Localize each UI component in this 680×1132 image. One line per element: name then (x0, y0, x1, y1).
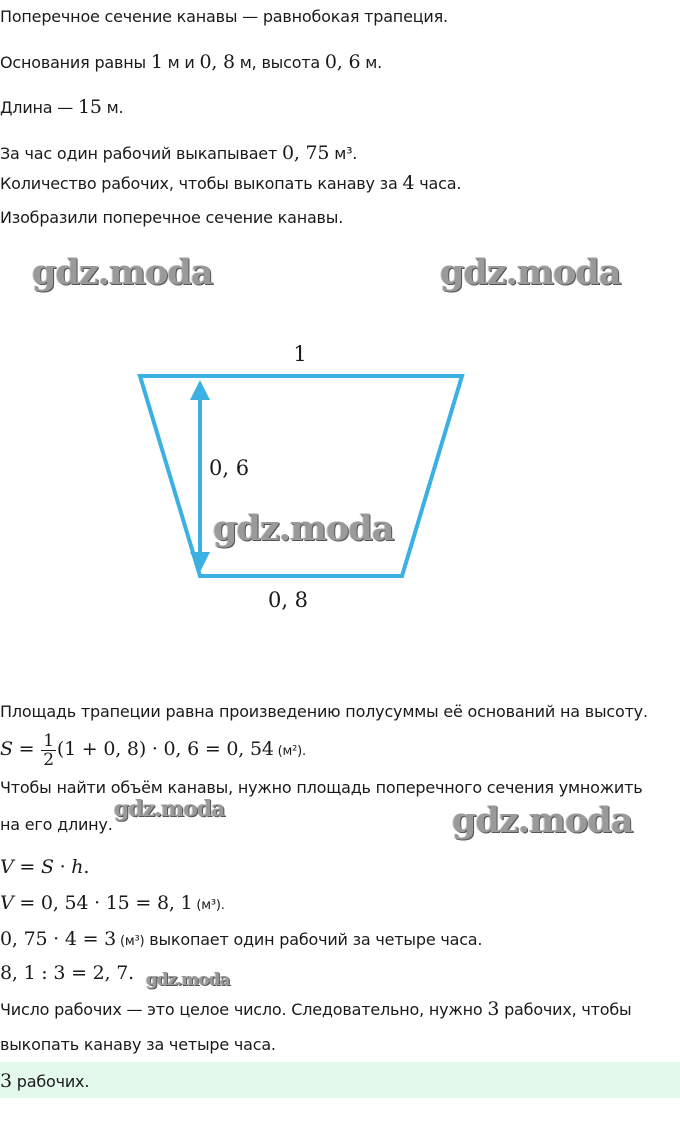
bottom-base-label: 0, 8 (267, 588, 309, 612)
problem-line-2: Основания равны 1 м и 0, 8 м, высота 0, 6 м. (0, 51, 383, 73)
answer-box (0, 1062, 680, 1098)
conclusion-line-2: выкопать канаву за четыре часа. (0, 1035, 276, 1054)
watermark-logo: gdz.moda (32, 252, 213, 293)
trapezoid-diagram (0, 330, 680, 620)
problem-line-4: За час один рабочий выкапывает 0, 75 м³. (0, 142, 358, 164)
conclusion-line-1: Число рабочих — это целое число. Следовательно, нужно 3 рабочих, чтобы (0, 998, 632, 1020)
fraction-one-half: $\frac{1}{2}$ (43, 731, 54, 770)
watermark-logo: gdz.moda (452, 800, 633, 841)
volume-formula: V = S · h. (0, 856, 90, 878)
volume-calc: V = 0, 54 · 15 = 8, 1 (м³). (0, 892, 225, 914)
division-calc: 8, 1 : 3 = 2, 7. (0, 962, 134, 984)
watermark-logo: gdz.moda (213, 508, 394, 549)
problem-line-5: Количество рабочих, чтобы выкопать канаву за 4 часа. (0, 172, 462, 194)
problem-line-6: Изобразили поперечное сечение канавы. (0, 208, 344, 227)
watermark-logo: gdz.moda (440, 252, 621, 293)
worker-calc: 0, 75 · 4 = 3 (м³) выкопает один рабочий за четыре часа. (0, 928, 483, 950)
volume-rule-line-2: на его длину. (0, 815, 113, 834)
top-base-label: 1 (293, 342, 307, 366)
volume-rule-line-1: Чтобы найти объём канавы, нужно площадь поперечного сечения умножить (0, 778, 643, 797)
area-formula: S = $\frac{1}{2}$ (1 + 0, 8) · 0, 6 = 0, 54 (м²). (0, 731, 306, 770)
answer-text: 3 рабочих. (0, 1070, 90, 1092)
watermark-logo: gdz.moda (146, 970, 230, 990)
problem-line-1: Поперечное сечение канавы — равнобокая трапеция. (0, 7, 448, 26)
area-rule: Площадь трапеции равна произведению полусуммы её оснований на высоту. (0, 702, 648, 721)
problem-line-3: Длина — 15 м. (0, 96, 124, 118)
height-label: 0, 6 (209, 456, 250, 480)
watermark-logo: gdz.moda (114, 796, 225, 822)
